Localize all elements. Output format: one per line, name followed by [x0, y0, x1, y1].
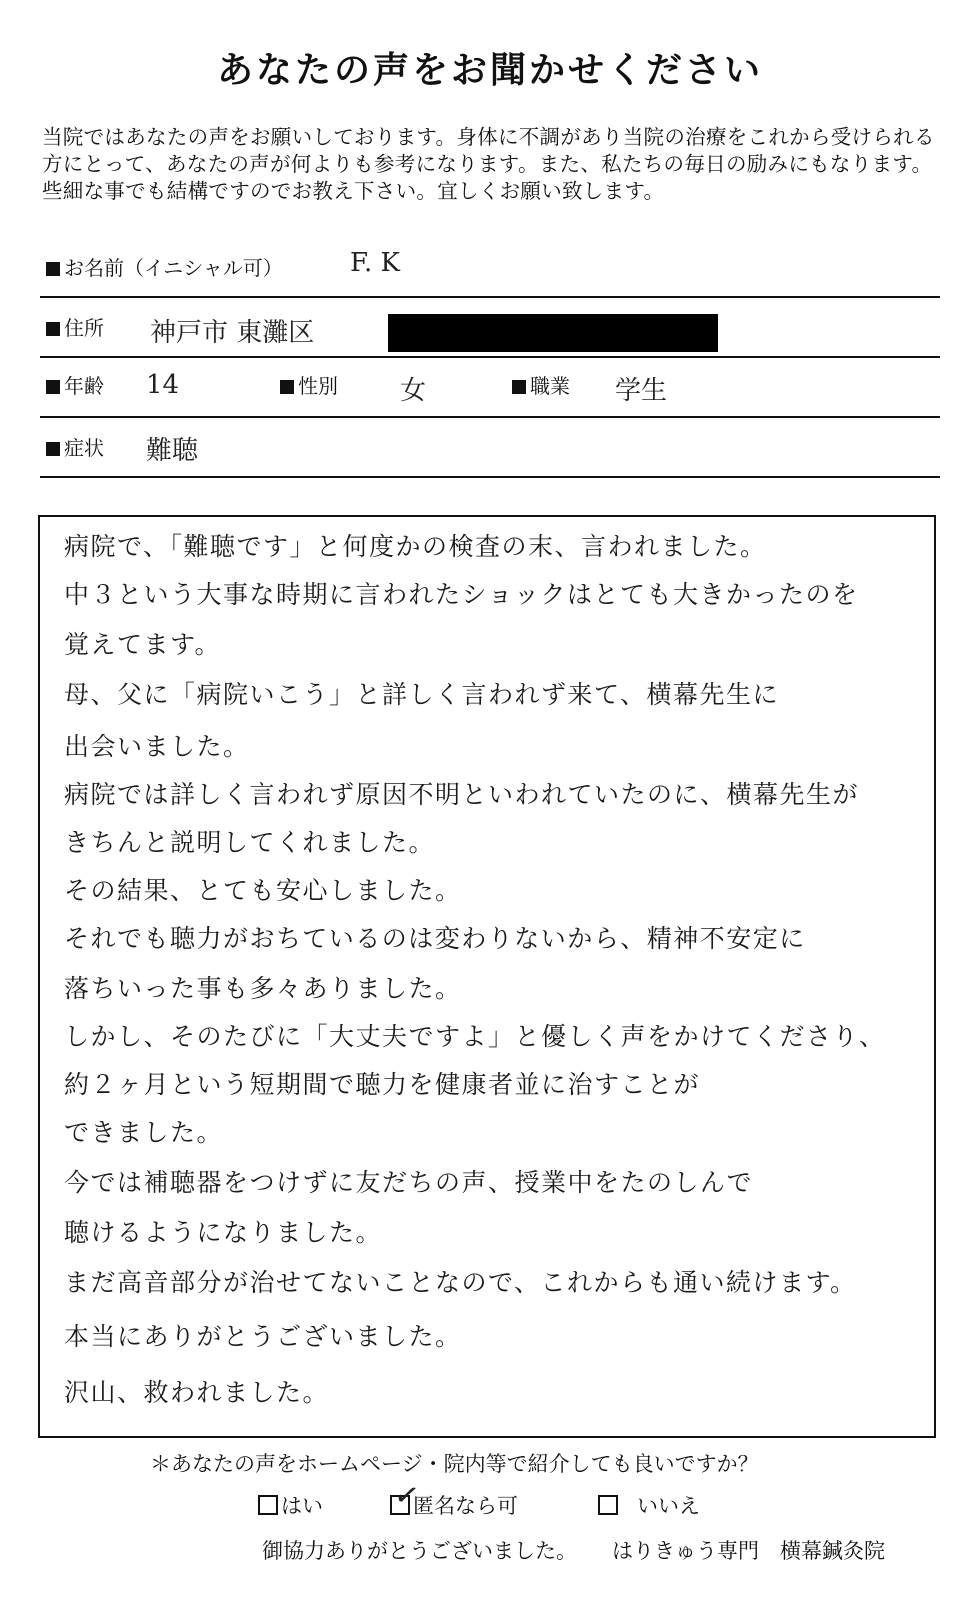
name-value: F. K — [350, 248, 400, 278]
occupation-value: 学生 — [615, 376, 668, 406]
comment-line: 本当にありがとうございました。 — [64, 1322, 462, 1351]
comment-line: まだ高音部分が治せてないことなので、これからも通い続けます。 — [64, 1268, 857, 1297]
comment-line: 出会いました。 — [64, 732, 250, 761]
comment-line: 病院で、「難聴です」と何度かの検査の末、言われました。 — [64, 532, 767, 561]
checkbox-anonymous[interactable] — [390, 1476, 423, 1516]
option-no[interactable] — [598, 1490, 700, 1520]
address-label: 住所 — [46, 316, 104, 340]
option-anonymous[interactable] — [390, 1476, 518, 1520]
comment-line: きちんと説明してくれました。 — [64, 828, 436, 857]
comment-line: 約２ヶ月という短期間で聴力を健康者並に治すことが — [64, 1070, 701, 1099]
comment-line: 中３という大事な時期に言われたショックはとても大きかったのを — [64, 580, 859, 609]
comment-line: その結果、とても安心しました。 — [64, 876, 462, 905]
comment-line: できました。 — [64, 1118, 224, 1147]
gender-label: 性別 — [280, 374, 338, 398]
footer-clinic: はりきゅう専門 横幕鍼灸院 — [612, 1539, 885, 1563]
bullet-square-icon — [512, 380, 526, 394]
symptom-row — [40, 416, 940, 478]
bullet-square-icon — [46, 322, 60, 336]
name-row — [40, 236, 940, 298]
consent-question: ＊あなたの声をホームページ・院内等で紹介しても良いですか？ — [150, 1452, 759, 1476]
consent-options — [0, 1476, 980, 1522]
profile-row — [40, 356, 940, 418]
comment-line: 今では補聴器をつけずに友だちの声、授業中をたのしんで — [64, 1168, 754, 1197]
age-value: 14 — [146, 370, 180, 400]
gender-value: 女 — [400, 376, 427, 406]
option-no-label: いいえ — [637, 1494, 700, 1518]
option-yes-label: はい — [281, 1494, 323, 1518]
option-yes[interactable] — [258, 1490, 323, 1520]
comment-line: 聴けるようになりました。 — [64, 1218, 383, 1247]
bullet-square-icon — [46, 262, 60, 276]
name-label: お名前（イニシャル可） — [46, 256, 283, 280]
comment-line: それでも聴力がおちているのは変わりないから、精神不安定に — [64, 924, 806, 953]
comment-line: しかし、そのたびに「大丈夫ですよ」と優しく声をかけてくださり、 — [64, 1022, 886, 1051]
footer-thanks: 御協力ありがとうございました。 — [262, 1539, 577, 1563]
bullet-square-icon — [46, 380, 60, 394]
checkbox-no[interactable] — [598, 1495, 618, 1515]
checkbox-yes[interactable] — [258, 1495, 278, 1515]
address-value: 神戸市 東灘区 — [150, 318, 315, 348]
age-label: 年齢 — [46, 374, 104, 398]
bullet-square-icon — [280, 380, 294, 394]
comment-line: 沢山、救われました。 — [64, 1378, 330, 1407]
option-anonymous-label: 匿名なら可 — [413, 1494, 518, 1518]
page-title: あなたの声をお聞かせください — [216, 50, 763, 91]
symptom-value: 難聴 — [146, 436, 199, 466]
comment-line: 覚えてます。 — [64, 630, 222, 659]
address-row — [40, 296, 940, 358]
occupation-label: 職業 — [512, 374, 570, 398]
bullet-square-icon — [46, 442, 60, 456]
redaction-block — [388, 314, 718, 352]
footer — [0, 1535, 980, 1567]
symptom-label: 症状 — [46, 436, 104, 460]
intro-text: 当院ではあなたの声をお願いしております。身体に不調があり当院の治療をこれから受けられる方にとって、あなたの声が何よりも参考になります。また、私たちの毎日の励みにもなります。些細な事でも結構ですのでお教え下さい。宜しくお願い致します。 — [42, 125, 935, 203]
comment-line: 母、父に「病院いこう」と詳しく言われず来て、横幕先生に — [64, 680, 780, 709]
comment-box — [38, 515, 936, 1438]
comment-line: 病院では詳しく言われず原因不明といわれていたのに、横幕先生が — [64, 780, 860, 809]
comment-line: 落ちいった事も多々ありました。 — [64, 974, 462, 1003]
checkmark-icon: ✓ — [391, 1476, 423, 1516]
